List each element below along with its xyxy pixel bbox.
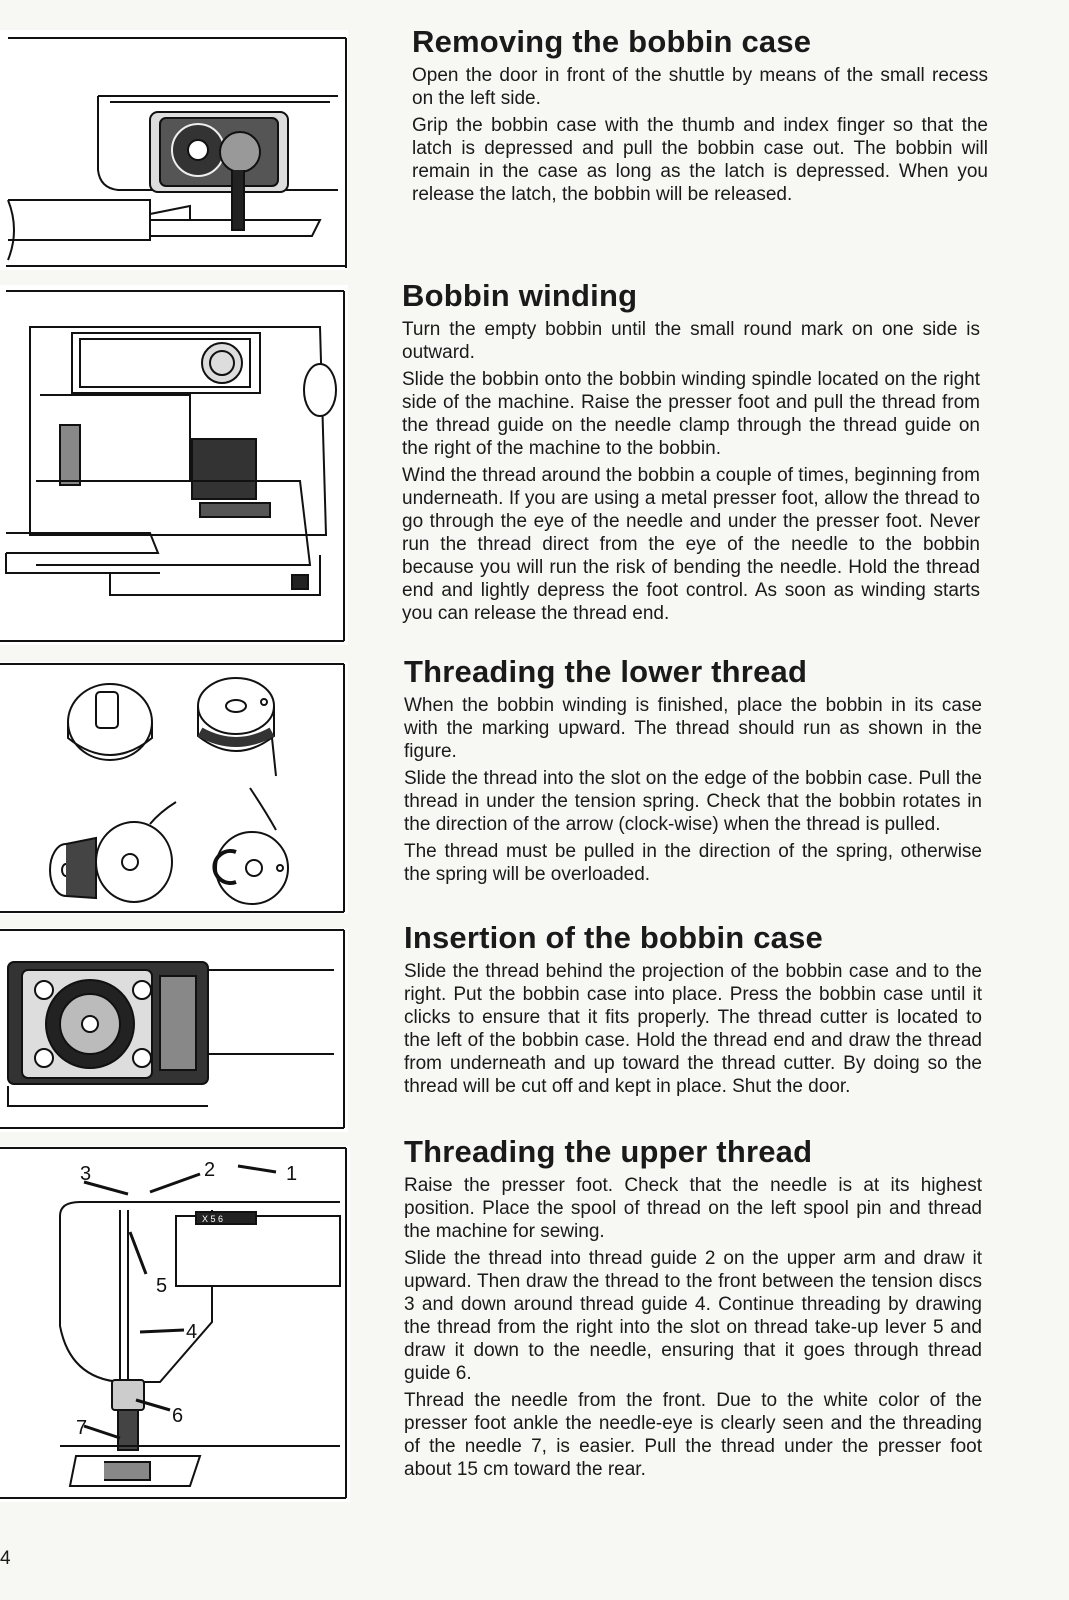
label-5: 5 <box>156 1275 168 1297</box>
paragraph: When the bobbin winding is finished, place the bobbin in its case with the marking upward. The thread should run as shown in the figure. <box>404 695 982 762</box>
section-title: Removing the bobbin case <box>412 24 812 59</box>
section-title: Threading the lower thread <box>404 654 808 689</box>
section-title: Insertion of the bobbin case <box>404 920 823 955</box>
paragraph: Thread the needle from the front. Due to the white color of the presser foot ankle the needle-eye is clearly seen and the threading of the needle 7, is easier. Pull the thread under the presser foot about 15 cm toward the rear. <box>404 1390 982 1480</box>
paragraph: Turn the empty bobbin until the small round mark on one side is outward. <box>402 319 980 363</box>
paragraph: Open the door in front of the shuttle by means of the small recess on the left side. <box>412 65 988 109</box>
label-2: 2 <box>204 1159 216 1181</box>
paragraph: Raise the presser foot. Check that the needle is at its highest position. Place the spool of thread on the left spool pin and thread the machine for sewing. <box>404 1175 982 1242</box>
label-7: 7 <box>76 1417 88 1439</box>
paragraph: The thread must be pulled in the direction of the spring, otherwise the spring will be overloaded. <box>404 841 982 885</box>
figure-removing-bobbin-case <box>0 30 348 270</box>
section-title: Bobbin winding <box>402 278 638 313</box>
dial-label: X 5 6 <box>202 1214 224 1224</box>
label-4: 4 <box>186 1321 198 1343</box>
label-1: 1 <box>286 1163 298 1185</box>
page-number: 4 <box>0 1548 11 1569</box>
section-threading-upper-thread <box>404 1134 982 1485</box>
label-3: 3 <box>80 1163 92 1185</box>
section-bobbin-winding <box>402 278 980 629</box>
section-title: Threading the upper thread <box>404 1134 813 1169</box>
figure-upper-threading <box>0 1146 350 1502</box>
label-6: 6 <box>172 1405 184 1427</box>
paragraph: Slide the bobbin onto the bobbin winding spindle located on the right side of the machine. Raise the presser foot and pull the thread from the thread guide on the needle clamp through the thread guide on the right of the machine to the bobbin. <box>402 369 980 459</box>
figure-lower-thread <box>0 662 348 914</box>
section-insertion-bobbin-case <box>404 920 982 1102</box>
figure-bobbin-winding <box>0 285 348 645</box>
section-removing-bobbin-case <box>412 24 988 210</box>
paragraph: Wind the thread around the bobbin a couple of times, beginning from underneath. If you are using a metal presser foot, allow the thread to go through the eye of the needle and under the presser foot. Never run the thread direct from the eye of the needle to the bobbin because you will run the risk of bending the needle. Hold the thread end and lightly depress the foot control. As soon as winding starts you can release the thread end. <box>402 465 980 624</box>
section-threading-lower-thread <box>404 654 982 890</box>
figure-insertion-bobbin-case <box>0 928 348 1132</box>
paragraph: Slide the thread behind the projection of the bobbin case and to the right. Put the bobbin case into place. Press the bobbin case until it clicks to ensure that it fits properly. The thread cutter is located to the left of the bobbin case. Hold the thread end and draw the thread from underneath and up toward the thread cutter. By doing so the thread will be cut off and kept in place. Shut the door. <box>404 961 982 1097</box>
paragraph: Slide the thread into the slot on the edge of the bobbin case. Pull the thread in under the tension spring. Check that the bobbin rotates in the direction of the arrow (clock-wise) when the thread is pulled. <box>404 768 982 835</box>
paragraph: Slide the thread into thread guide 2 on the upper arm and draw it upward. Then draw the thread to the front between the tension discs 3 and down around thread guide 4. Continue threading by drawing the thread from the right into the slot on thread take-up lever 5 and draw it down to the needle, ensuring that it goes through thread guide 6. <box>404 1248 982 1384</box>
paragraph: Grip the bobbin case with the thumb and index finger so that the latch is depressed and pull the bobbin case out. The bobbin will remain in the case as long as the latch is depressed. When you release the latch, the bobbin will be released. <box>412 115 988 205</box>
